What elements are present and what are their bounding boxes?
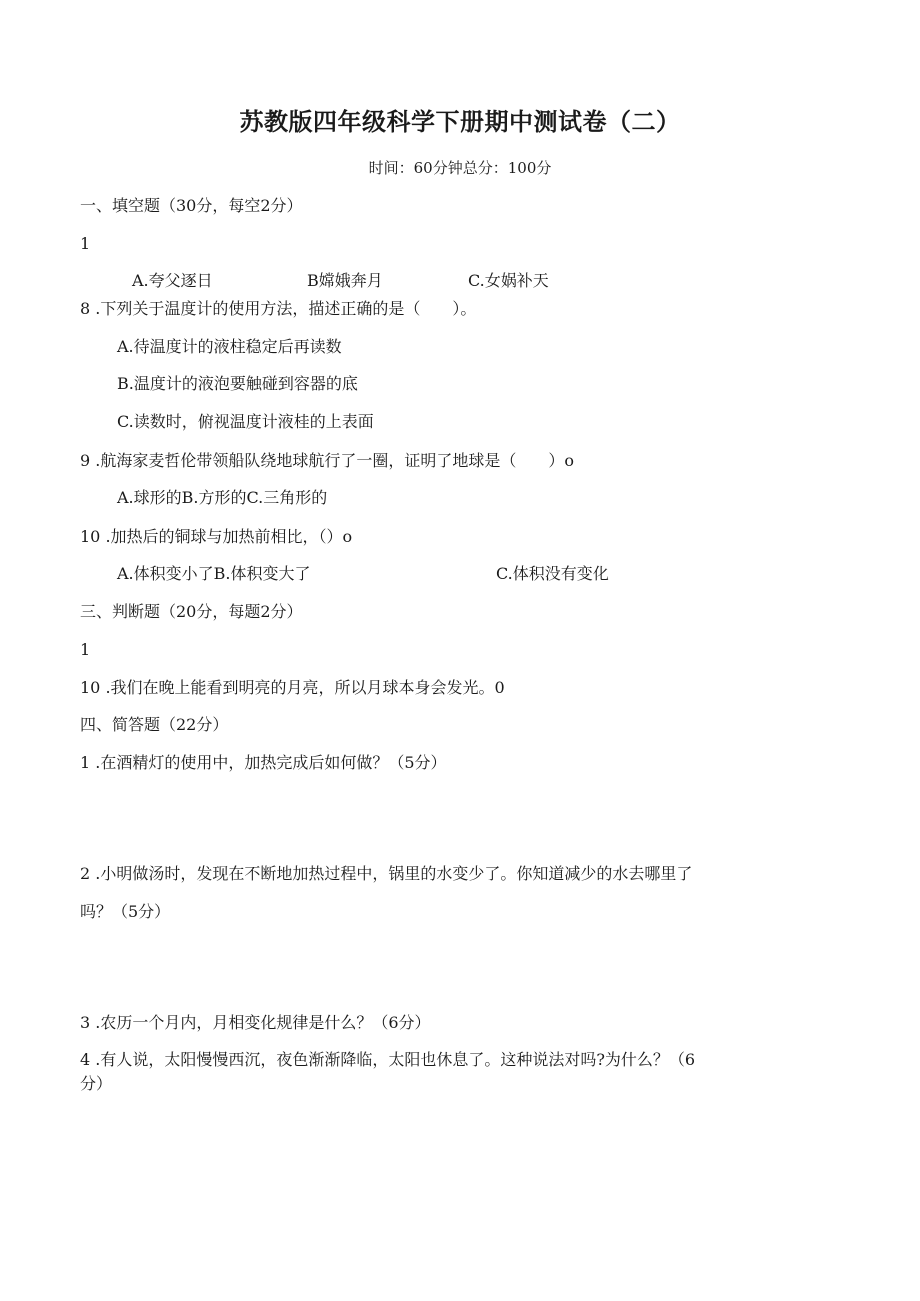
question-10-options: A.体积变小了B.体积变大了 bbox=[117, 564, 311, 583]
option-c: C.体积没有变化 bbox=[496, 564, 609, 583]
question-number: 1 bbox=[80, 234, 91, 253]
short-answer-2-cont: 吗？（5分） bbox=[80, 902, 171, 921]
short-answer-1: 1 .在酒精灯的使用中，加热完成后如何做？（5分） bbox=[80, 753, 447, 772]
option-b: B.温度计的液泡要触碰到容器的底 bbox=[117, 374, 358, 393]
question-9-options: A.球形的B.方形的C.三角形的 bbox=[117, 488, 328, 507]
question-10: 10 .加热后的铜球与加热前相比，（）o bbox=[80, 527, 353, 546]
section-4-heading: 四、简答题（22分） bbox=[80, 715, 229, 734]
question-8: 8 .下列关于温度计的使用方法，描述正确的是（ ）。 bbox=[80, 299, 477, 318]
option-c: C.读数时，俯视温度计液桂的上表面 bbox=[117, 412, 374, 431]
option-b: B嫦娥奔月 bbox=[307, 271, 383, 290]
judgement-question-10: 10 .我们在晚上能看到明亮的月亮，所以月球本身会发光。0 bbox=[80, 678, 505, 697]
option-c: C.女娲补天 bbox=[468, 271, 549, 290]
short-answer-4-cont: 分） bbox=[80, 1074, 113, 1093]
section-1-heading: 一、填空题（30分，每空2分） bbox=[80, 196, 303, 215]
option-a: A.夸父逐日 bbox=[132, 271, 213, 290]
short-answer-3: 3 .农历一个月内，月相变化规律是什么？（6分） bbox=[80, 1013, 431, 1032]
question-number: 1 bbox=[80, 640, 91, 659]
page-title: 苏教版四年级科学下册期中测试卷（二） bbox=[239, 108, 681, 136]
question-9: 9 .航海家麦哲伦带领船队绕地球航行了一圈，证明了地球是（ ）o bbox=[80, 451, 574, 470]
short-answer-2: 2 .小明做汤时，发现在不断地加热过程中，锅里的水变少了。你知道减少的水去哪里了 bbox=[80, 864, 693, 883]
short-answer-4: 4 .有人说，太阳慢慢西沉，夜色渐渐降临，太阳也休息了。这种说法对吗?为什么？（6 bbox=[80, 1050, 696, 1069]
option-a: A.待温度计的液柱稳定后再读数 bbox=[117, 337, 342, 356]
section-3-heading: 三、判断题（20分，每题2分） bbox=[80, 602, 303, 621]
exam-info: 时间：60分钟总分：100分 bbox=[368, 159, 552, 177]
